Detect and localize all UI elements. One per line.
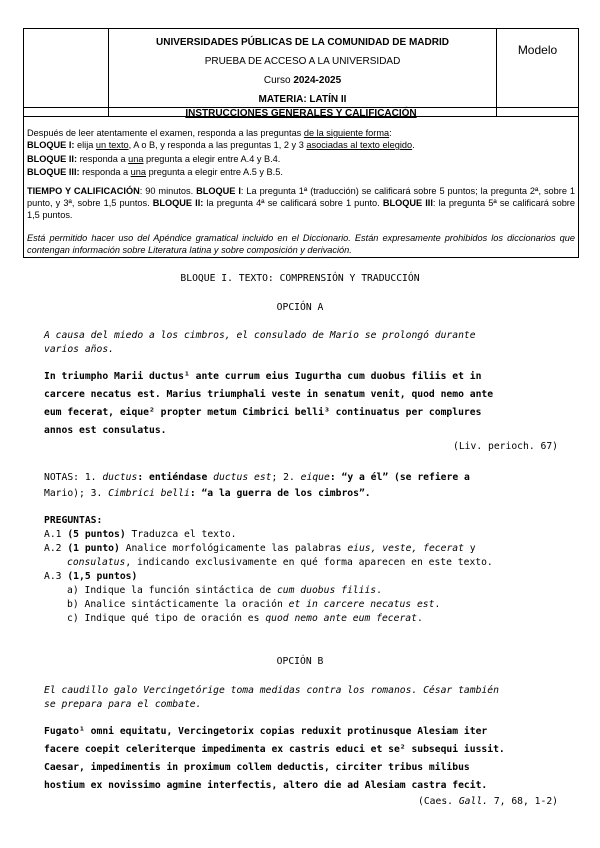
question-A3b: b) Analice sintácticamente la oración et in carcere necatus est.	[67, 599, 441, 610]
instructions-box	[23, 107, 579, 258]
optionB-title: OPCIÓN B	[276, 656, 324, 667]
optionA-notes-1: NOTAS: 1. ductus: entiéndase ductus est; 2. eique: “y a él” (se refiere a	[44, 472, 470, 483]
instructions-line-3: BLOQUE II: responda a una pregunta a elegir entre A.4 y B.4.	[27, 154, 281, 164]
optionA-title: OPCIÓN A	[276, 302, 324, 313]
header-title-cell	[109, 29, 496, 116]
optionB-text-1: Fugato¹ omni equitatu, Vercingetorix copias reduxit protinusque Alesiam iter	[44, 726, 488, 737]
instructions-title: INSTRUCCIONES GENERALES Y CALIFICACIÓN	[185, 108, 417, 119]
instructions-line-4: BLOQUE III: responda a una pregunta a elegir entre A.5 y B.5.	[27, 167, 283, 177]
question-A1: A.1 (5 puntos) Traduzca el texto.	[44, 529, 237, 540]
time-grading: TIEMPO Y CALIFICACIÓN: 90 minutos. BLOQUE I: La pregunta 1ª (traducción) se calificará sobre 5 puntos; la pregunta 2ª, sobre 1 punto, y 3ª, sobre 1,5 puntos. BLOQUE II: la pregunta 4ª se calificará sobre 1 punto. BLOQUE III: la pregunta 5ª se calificará sobre 1,5 puntos.	[27, 186, 575, 220]
questions-label: PREGUNTAS:	[44, 515, 103, 526]
optionB-source: (Caes. Gall. 7, 68, 1-2)	[418, 796, 558, 807]
question-A3: A.3 (1,5 puntos)	[44, 571, 138, 582]
exam-name: PRUEBA DE ACCESO A LA UNIVERSIDAD	[204, 56, 401, 67]
optionB-text-2: facere coepit celeriterque impedimenta ex castris educi et se² subsequi iussit.	[44, 744, 505, 755]
header-logo-cell	[24, 29, 109, 116]
optionA-text-3: eum fecerat, eique² propter metum Cimbrici belli³ continuatus per complures	[44, 407, 482, 418]
optionA-text-4: annos est consulatus.	[44, 425, 167, 436]
optionB-text-4: hostium ex novissimo agmine interfectis, altero die ad Alesiam castra fecit.	[44, 780, 488, 791]
optionA-notes-2: Mario); 3. Cimbrici belli: “a la guerra de los cimbros”.	[44, 488, 371, 499]
model-label: Modelo	[517, 43, 558, 57]
header-model-cell	[496, 29, 578, 116]
question-A3a: a) Indique la función sintáctica de cum duobus filiis.	[67, 585, 382, 596]
instructions-line-2: BLOQUE I: elija un texto, A o B, y responda a las preguntas 1, 2 y 3 asociadas al texto elegido.	[27, 140, 415, 150]
instructions-line-1: Después de leer atentamente el examen, responda a las preguntas de la siguiente forma:	[27, 128, 392, 138]
bloque1-title: BLOQUE I. TEXTO: COMPRENSIÓN Y TRADUCCIÓN	[180, 273, 420, 284]
optionA-text-2: carcere necatus est. Marius triumphali veste in senatum venit, quod nemo ante	[44, 389, 494, 400]
header-table	[23, 28, 579, 117]
subject: MATERIA: LATÍN II	[258, 94, 347, 105]
optionA-source: (Liv. perioch. 67)	[453, 441, 558, 452]
question-A2: A.2 (1 punto) Analice morfológicamente las palabras eius, veste, fecerat y	[44, 543, 476, 554]
optionB-text-3: Caesar, impedimentis in proximum collem deductis, circiter tribus milibus	[44, 762, 470, 773]
optionB-intro-1: El caudillo galo Vercingetórige toma medidas contra los romanos. César también	[44, 685, 499, 696]
instructions-note: Está permitido hacer uso del Apéndice gramatical incluido en el Diccionario. Están expresamente prohibidos los diccionarios que contengan información sobre Literatura latina y sobre composición y derivación.	[27, 233, 575, 255]
question-A2-line2: consulatus, indicando exclusivamente en qué forma aparecen en este texto.	[67, 557, 493, 568]
optionB-intro-2: se prepara para el combate.	[44, 699, 202, 710]
question-A3c: c) Indique qué tipo de oración es quod nemo ante eum fecerat.	[67, 613, 423, 624]
university-name: UNIVERSIDADES PÚBLICAS DE LA COMUNIDAD DE MADRID	[156, 37, 449, 48]
optionA-text-1: In triumpho Marii ductus¹ ante currum eius Iugurtha cum duobus filiis et in	[44, 371, 482, 382]
optionA-intro-1: A causa del miedo a los cimbros, el consulado de Mario se prolongó durante	[44, 330, 476, 341]
optionA-intro-2: varios años.	[44, 344, 114, 355]
course: Curso 2024-2025	[263, 75, 342, 86]
